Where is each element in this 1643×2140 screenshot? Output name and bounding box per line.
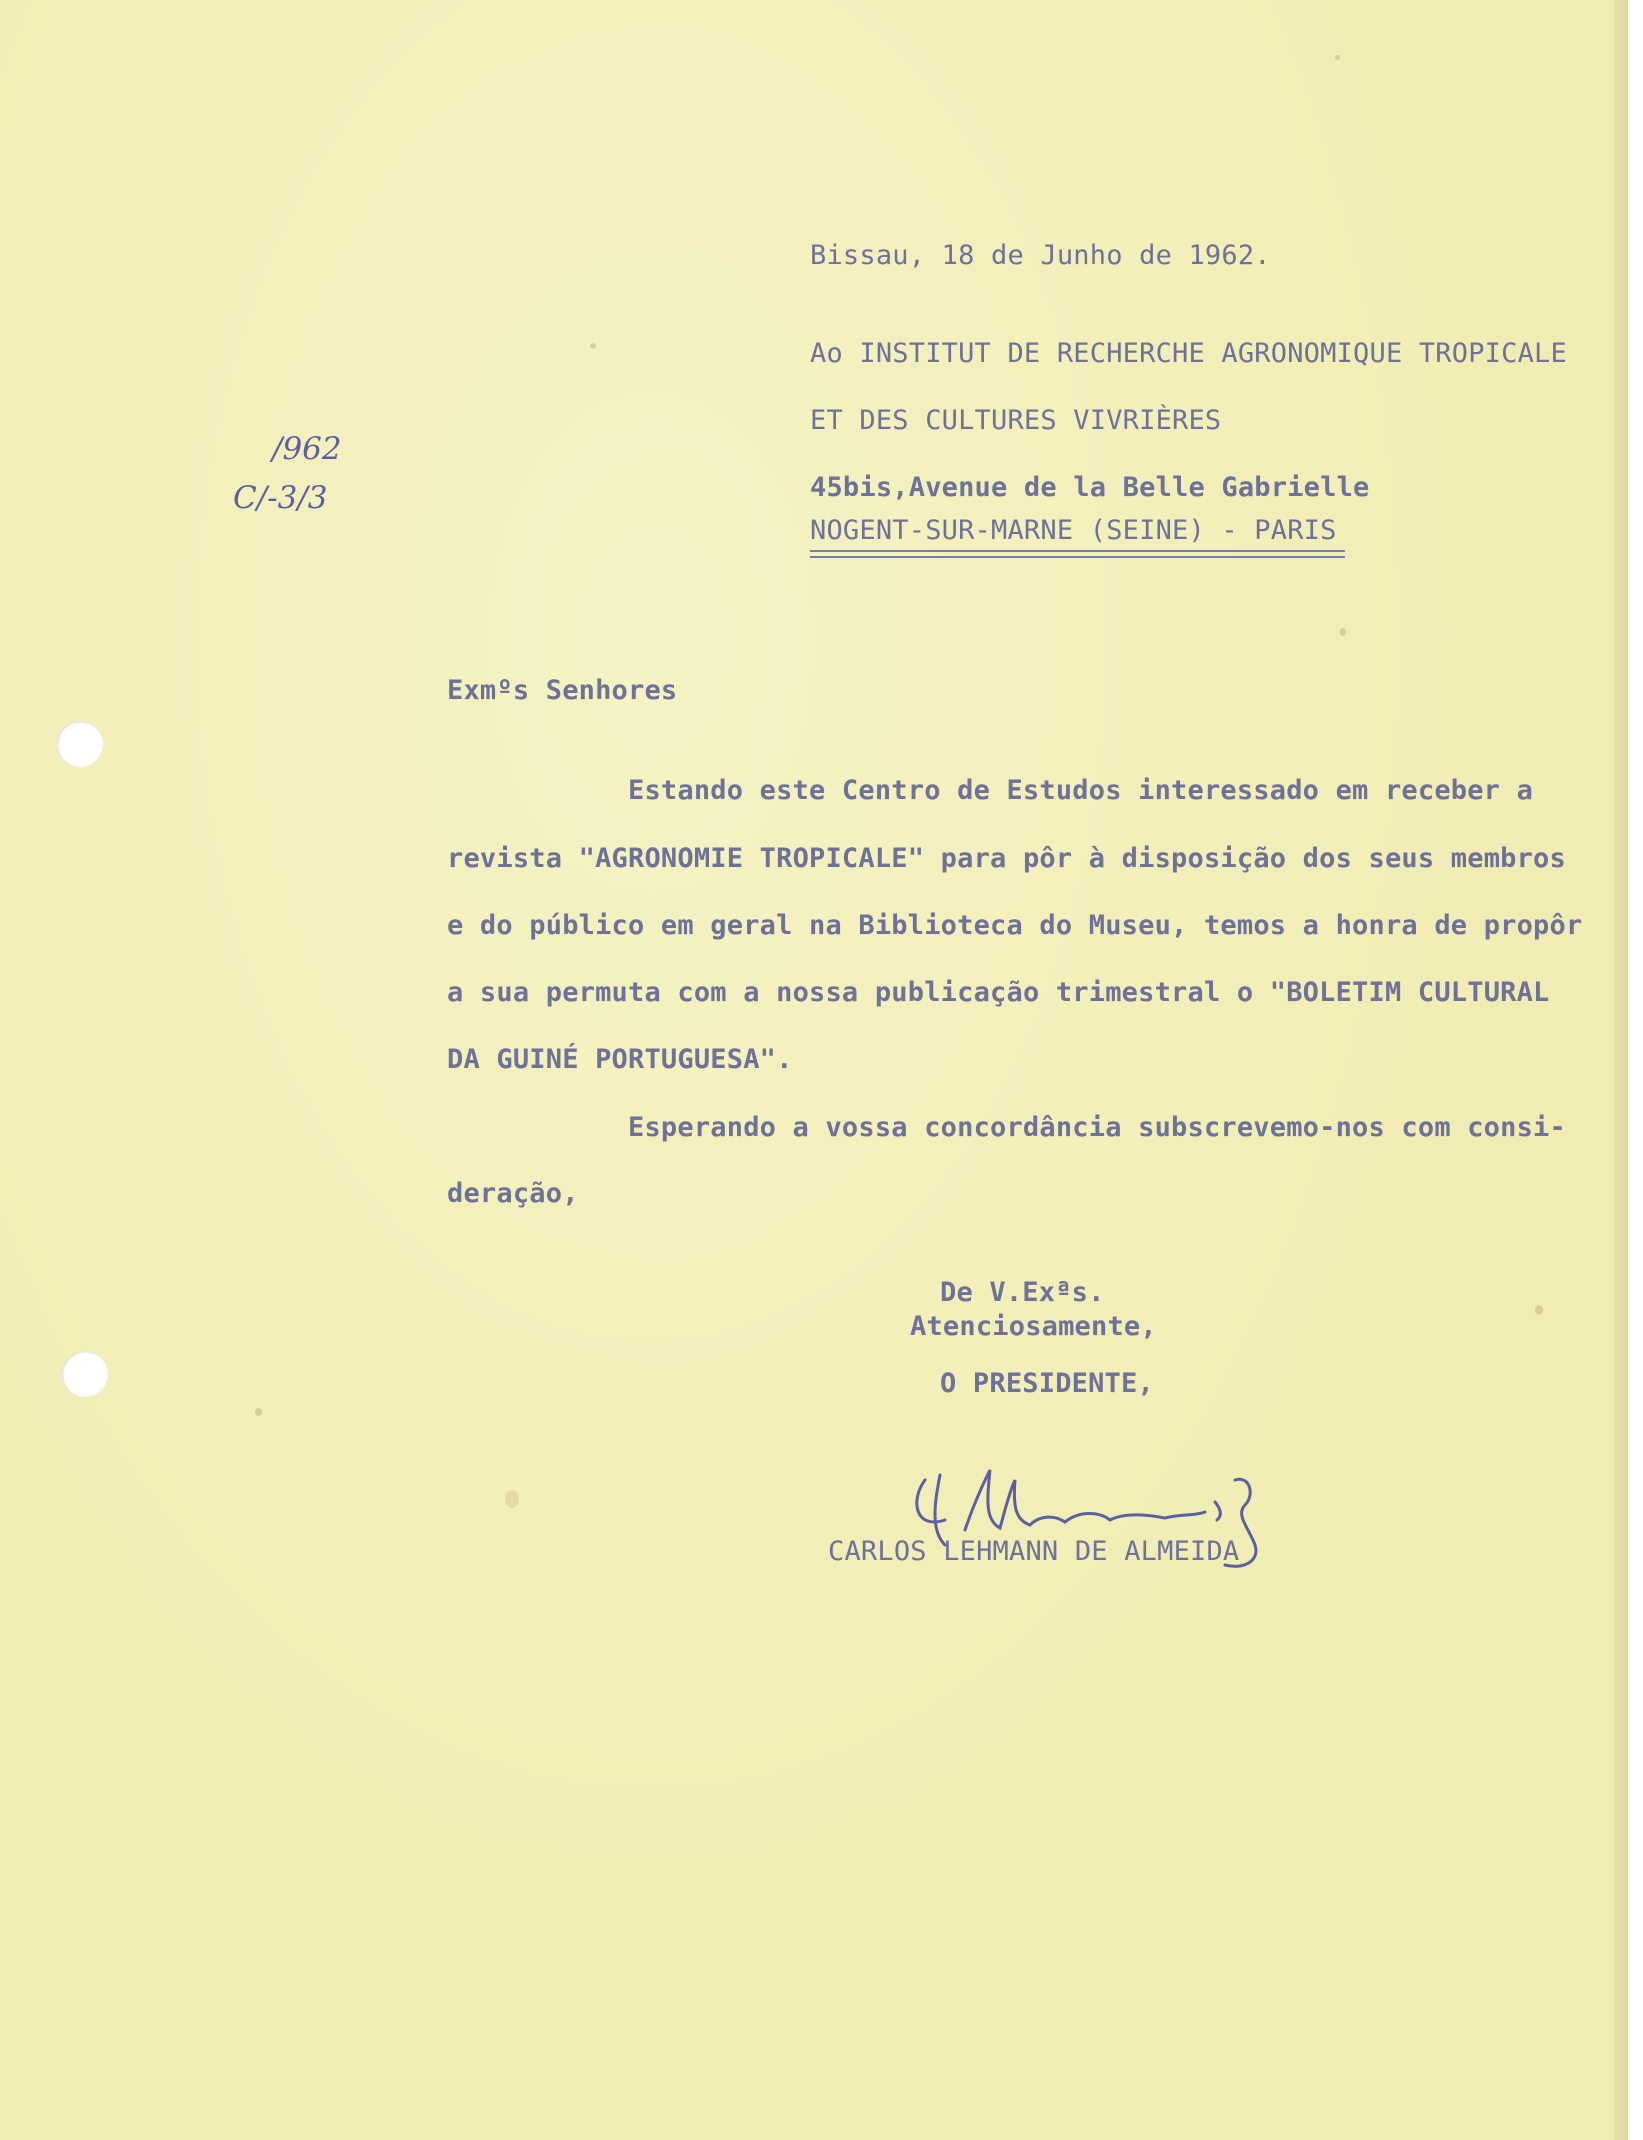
recipient-line-3: 45bis,Avenue de la Belle Gabrielle (810, 472, 1370, 503)
recipient-line-4: NOGENT-SUR-MARNE (SEINE) - PARIS (810, 515, 1337, 546)
paper-speck (590, 343, 596, 349)
paper-speck (1535, 1305, 1543, 1315)
recipient-underline-2 (810, 556, 1345, 558)
reference-year: /962 (272, 431, 342, 467)
salutation: Exmºs Senhores (447, 675, 678, 706)
paper-speck (255, 1408, 262, 1416)
body-paragraph-2-line-2: deração, (447, 1178, 579, 1209)
closing-line-1: De V.Exªs. (940, 1277, 1105, 1308)
punch-hole-bottom (62, 1351, 108, 1397)
paper-speck (505, 1490, 519, 1508)
paper-speck (1335, 55, 1340, 60)
closing-line-2: Atenciosamente, (910, 1311, 1157, 1342)
body-paragraph-1-line-3: e do público em geral na Biblioteca do Museu, temos a honra de propôr (447, 910, 1583, 941)
body-paragraph-1-line-1: Estando este Centro de Estudos interessado em receber a (628, 775, 1534, 806)
signatory-name: CARLOS LEHMANN DE ALMEIDA (828, 1536, 1240, 1567)
recipient-underline (810, 550, 1345, 552)
paper-speck (1340, 628, 1346, 636)
recipient-line-2: ET DES CULTURES VIVRIÈRES (810, 405, 1222, 436)
page-edge (1614, 0, 1628, 2140)
recipient-line-1: Ao INSTITUT DE RECHERCHE AGRONOMIQUE TROPICALE (810, 338, 1567, 369)
body-paragraph-1-line-4: a sua permuta com a nossa publicação trimestral o "BOLETIM CULTURAL (447, 977, 1550, 1008)
closing-line-3: O PRESIDENTE, (940, 1368, 1154, 1399)
body-paragraph-1-line-2: revista "AGRONOMIE TROPICALE" para pôr à disposição dos seus membros (447, 843, 1566, 874)
punch-hole-top (57, 721, 103, 767)
body-paragraph-1-line-5: DA GUINÉ PORTUGUESA". (447, 1044, 793, 1075)
place-date: Bissau, 18 de Junho de 1962. (810, 240, 1271, 271)
body-paragraph-2-line-1: Esperando a vossa concordância subscrevemo-nos com consi- (628, 1112, 1566, 1143)
reference-code: C/-3/3 (233, 480, 328, 516)
